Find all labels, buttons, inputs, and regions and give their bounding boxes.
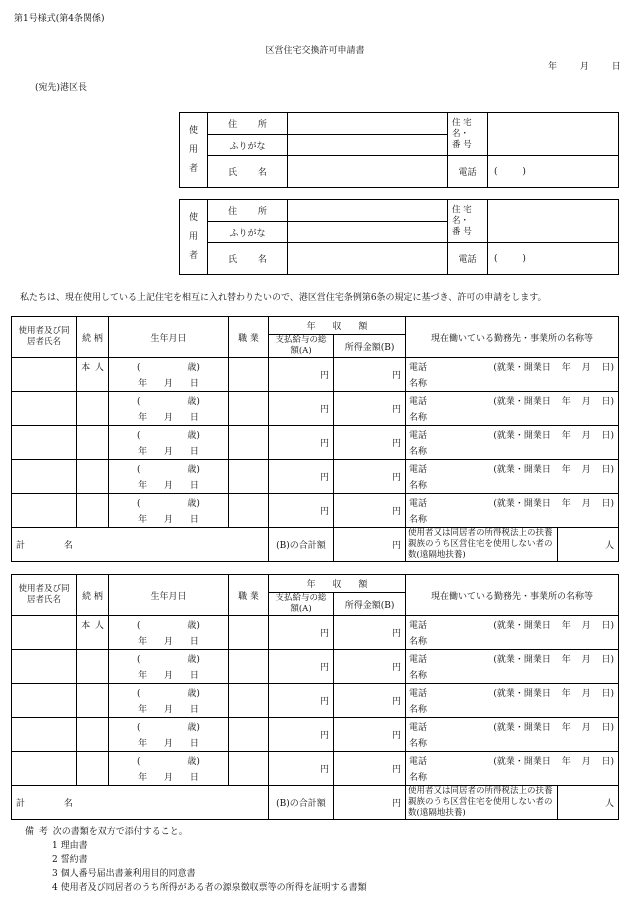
name-field[interactable] [288,156,448,188]
relation-field[interactable] [77,718,109,752]
birthdate-field[interactable] [109,684,229,718]
addressee: (宛先)港区長 [35,83,88,93]
annual-income-header: 年 収 額 [269,575,406,593]
dependents-count[interactable]: 人 [558,786,619,820]
address-label: 住 所 [208,113,288,135]
dependents-label: 使用者又は同居者の所得税法上の扶養親族のうち区営住宅を使用しない者の数(遠隔地扶養) [406,786,558,820]
workplace-name-label: 名称 [409,738,428,749]
relation-field[interactable] [77,494,109,528]
employment-date: (就業・開業日 年 月 日) [493,362,614,373]
workplace-name-label: 名称 [409,412,428,423]
gross-pay-field[interactable]: 円 [269,426,334,460]
total-row [12,786,619,820]
income-field[interactable]: 円 [334,650,406,684]
birthdate-field[interactable] [109,718,229,752]
b-total-label: (B)の合計額 [269,528,334,562]
notes-heading: 備 考 次の書類を双方で添付すること。 [25,827,188,837]
total-count-label: 計 名 [12,786,269,820]
employment-date: (就業・開業日 年 月 日) [493,620,614,631]
date-ymd: 年 月 日 [138,446,199,457]
workplace-phone-label: 電話 [409,722,428,733]
resident-row [12,752,619,786]
age: ( 歳) [137,688,200,699]
income-field[interactable]: 円 [334,616,406,650]
relation-self: 本 人 [81,621,104,631]
birthdate-field[interactable] [109,460,229,494]
notes-item: 2 誓約書 [52,855,88,865]
occupation-field[interactable] [229,358,269,392]
resident-name-field[interactable] [12,426,77,460]
birthdate-field[interactable] [109,358,229,392]
occupation-field[interactable] [229,752,269,786]
occupation-field[interactable] [229,684,269,718]
income-amount-header: 所得金額(B) [334,335,406,358]
furigana-label: ふりがな [208,135,288,156]
furigana-field[interactable] [288,135,448,156]
resident-row [12,358,619,392]
birthdate-field[interactable] [109,392,229,426]
resident-name-field[interactable] [12,616,77,650]
resident-row [12,426,619,460]
workplace-phone-label: 電話 [409,464,428,475]
workplace-field[interactable] [406,426,619,460]
birthdate-field[interactable] [109,426,229,460]
relation-field[interactable] [77,358,109,392]
dependents-count[interactable]: 人 [558,528,619,562]
employment-date: (就業・開業日 年 月 日) [493,688,614,699]
relation-field[interactable] [77,426,109,460]
total-count-label: 計 名 [12,528,269,562]
workplace-phone-label: 電話 [409,688,428,699]
total-row [12,528,619,562]
occupation-field[interactable] [229,460,269,494]
gross-pay-header: 支払給与の総額(A) [269,335,334,358]
household-table-1 [11,316,619,562]
house-label: 住 宅 名・番 号 [448,200,488,243]
employment-date: (就業・開業日 年 月 日) [493,396,614,407]
resident-name-field[interactable] [12,684,77,718]
employment-date: (就業・開業日 年 月 日) [493,464,614,475]
date-ymd: 年 月 日 [138,412,199,423]
phone-label: 電話 [448,156,488,188]
workplace-phone-label: 電話 [409,654,428,665]
b-total-yen: 円 [334,786,406,820]
relation-field[interactable] [77,650,109,684]
gross-pay-field[interactable]: 円 [269,392,334,426]
age: ( 歳) [137,654,200,665]
resident-row [12,460,619,494]
workplace-field[interactable] [406,718,619,752]
resident-row [12,616,619,650]
birthdate-field[interactable] [109,494,229,528]
age: ( 歳) [137,464,200,475]
income-field[interactable]: 円 [334,426,406,460]
employment-date: (就業・開業日 年 月 日) [493,498,614,509]
occupation-header: 職 業 [229,317,269,358]
relation-field[interactable] [77,752,109,786]
income-field[interactable]: 円 [334,358,406,392]
gross-pay-field[interactable]: 円 [269,718,334,752]
name-label: 氏 名 [208,243,288,275]
workplace-name-label: 名称 [409,772,428,783]
gross-pay-field[interactable]: 円 [269,616,334,650]
relation-header: 続 柄 [77,317,109,358]
phone-label: 電話 [448,243,488,275]
gross-pay-header: 支払給与の総額(A) [269,593,334,616]
occupation-field[interactable] [229,718,269,752]
relation-field[interactable] [77,684,109,718]
birthdate-field[interactable] [109,752,229,786]
workplace-header: 現在働いている勤務先・事業所の名称等 [406,575,619,616]
workplace-header: 現在働いている勤務先・事業所の名称等 [406,317,619,358]
workplace-phone-label: 電話 [409,396,428,407]
resident-name-field[interactable] [12,752,77,786]
age: ( 歳) [137,722,200,733]
age: ( 歳) [137,362,200,373]
date-ymd: 年 月 日 [138,704,199,715]
workplace-name-label: 名称 [409,446,428,457]
resident-row [12,684,619,718]
resident-name-header: 使用者及び同居者氏名 [12,317,77,358]
name-label: 氏 名 [208,156,288,188]
gross-pay-field[interactable]: 円 [269,650,334,684]
house-field[interactable] [488,200,619,243]
income-field[interactable]: 円 [334,684,406,718]
age: ( 歳) [137,498,200,509]
workplace-name-label: 名称 [409,378,428,389]
resident-name-field[interactable] [12,718,77,752]
income-field[interactable]: 円 [334,718,406,752]
income-field[interactable]: 円 [334,494,406,528]
workplace-phone-label: 電話 [409,498,428,509]
occupation-field[interactable] [229,650,269,684]
date-ymd: 年 月 日 [138,378,199,389]
phone-field[interactable]: ( ) [488,243,619,275]
gross-pay-field[interactable]: 円 [269,460,334,494]
birthdate-field[interactable] [109,650,229,684]
age: ( 歳) [137,620,200,631]
employment-date: (就業・開業日 年 月 日) [493,722,614,733]
user-side-label: 使用者 [180,200,208,275]
workplace-phone-label: 電話 [409,756,428,767]
birthdate-header: 生年月日 [109,575,229,616]
date-ymd: 年 月 日 [138,772,199,783]
birthdate-header: 生年月日 [109,317,229,358]
address-label: 住 所 [208,200,288,222]
workplace-field[interactable] [406,752,619,786]
occupation-field[interactable] [229,616,269,650]
workplace-name-label: 名称 [409,636,428,647]
annual-income-header: 年 収 額 [269,317,406,335]
relation-header: 続 柄 [77,575,109,616]
page-title: 区営住宅交換許可申請書 [265,46,365,56]
name-field[interactable] [288,243,448,275]
workplace-field[interactable] [406,616,619,650]
workplace-field[interactable] [406,392,619,426]
occupation-field[interactable] [229,494,269,528]
notes-item: 1 理由書 [52,841,88,851]
date-ymd: 年 月 日 [138,480,199,491]
relation-field[interactable] [77,392,109,426]
resident-row [12,392,619,426]
income-field[interactable]: 円 [334,752,406,786]
age: ( 歳) [137,396,200,407]
user-side-label: 使用者 [180,113,208,188]
workplace-field[interactable] [406,650,619,684]
age: ( 歳) [137,756,200,767]
house-field[interactable] [488,113,619,156]
resident-name-field[interactable] [12,358,77,392]
address-field[interactable] [288,200,448,222]
workplace-field[interactable] [406,684,619,718]
date-ymd: 年 月 日 [138,670,199,681]
resident-name-field[interactable] [12,392,77,426]
occupation-field[interactable] [229,392,269,426]
employment-date: (就業・開業日 年 月 日) [493,756,614,767]
workplace-name-label: 名称 [409,480,428,491]
notes-item: 3 個人番号届出書兼利用目的同意書 [52,869,196,879]
birthdate-field[interactable] [109,616,229,650]
gross-pay-field[interactable]: 円 [269,358,334,392]
b-total-label: (B)の合計額 [269,786,334,820]
statement: 私たちは、現在使用している上記住宅を相互に入れ替わりたいので、港区営住宅条例第6条の規定に基づき、許可の申請をします。 [20,293,547,303]
phone-field[interactable]: ( ) [488,156,619,188]
notes [25,825,367,895]
workplace-field[interactable] [406,460,619,494]
income-field[interactable]: 円 [334,460,406,494]
date-line: 年 月 日 [548,62,621,72]
relation-self: 本 人 [81,363,104,373]
resident-name-field[interactable] [12,460,77,494]
furigana-label: ふりがな [208,222,288,243]
house-label: 住 宅 名・番 号 [448,113,488,156]
applicant-box-2 [179,199,619,275]
resident-name-field[interactable] [12,650,77,684]
gross-pay-field[interactable]: 円 [269,494,334,528]
b-total-yen: 円 [334,528,406,562]
income-amount-header: 所得金額(B) [334,593,406,616]
resident-name-header: 使用者及び同居者氏名 [12,575,77,616]
occupation-field[interactable] [229,426,269,460]
income-field[interactable]: 円 [334,392,406,426]
form-label: 第1号様式(第4条関係) [14,14,105,24]
employment-date: (就業・開業日 年 月 日) [493,430,614,441]
address-field[interactable] [288,113,448,135]
gross-pay-field[interactable]: 円 [269,752,334,786]
workplace-field[interactable] [406,358,619,392]
resident-row [12,718,619,752]
resident-row [12,650,619,684]
occupation-header: 職 業 [229,575,269,616]
workplace-phone-label: 電話 [409,430,428,441]
dependents-label: 使用者又は同居者の所得税法上の扶養親族のうち区営住宅を使用しない者の数(遠隔地扶養) [406,528,558,562]
gross-pay-field[interactable]: 円 [269,684,334,718]
relation-field[interactable] [77,460,109,494]
date-ymd: 年 月 日 [138,738,199,749]
date-ymd: 年 月 日 [138,514,199,525]
workplace-field[interactable] [406,494,619,528]
workplace-name-label: 名称 [409,704,428,715]
furigana-field[interactable] [288,222,448,243]
relation-field[interactable] [77,616,109,650]
workplace-phone-label: 電話 [409,620,428,631]
workplace-phone-label: 電話 [409,362,428,373]
workplace-name-label: 名称 [409,514,428,525]
age: ( 歳) [137,430,200,441]
resident-row [12,494,619,528]
date-ymd: 年 月 日 [138,636,199,647]
applicant-box-1 [179,112,619,188]
notes-item: 4 使用者及び同居者のうち所得がある者の源泉徴収票等の所得を証明する書類 [52,883,367,893]
resident-name-field[interactable] [12,494,77,528]
workplace-name-label: 名称 [409,670,428,681]
employment-date: (就業・開業日 年 月 日) [493,654,614,665]
household-table-2 [11,574,619,820]
